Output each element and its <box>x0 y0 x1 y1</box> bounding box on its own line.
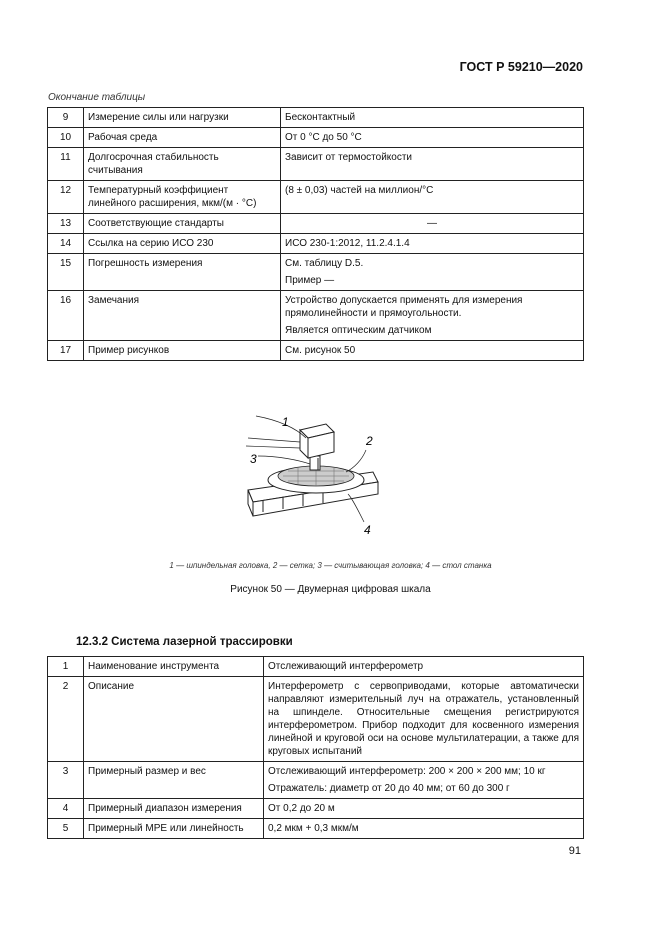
table-row <box>48 234 584 254</box>
row-number: 13 <box>48 214 84 234</box>
row-value <box>264 799 584 819</box>
row-value <box>281 341 584 361</box>
table-row <box>48 181 584 214</box>
value-line: Устройство допускается применять для измерения прямолинейности и прямоугольности. <box>285 295 523 319</box>
row-value <box>264 762 584 799</box>
value-line: Интерферометр с сервоприводами, которые автоматически направляют измерительный луч на отражатель, установленный на шпинделе. Относительные смещения регистрируются интерферометром. Прибор подходит для косвенного измерения линейной и круговой оси на основе мультилатерации, а также для круговых испытаний <box>268 681 579 757</box>
row-parameter: Ссылка на серию ИСО 230 <box>84 234 281 254</box>
figure-caption: Рисунок 50 — Двумерная цифровая шкала <box>230 584 431 595</box>
row-parameter: Пример рисунков <box>84 341 281 361</box>
figure-label-4: 4 <box>364 523 371 537</box>
row-number: 3 <box>48 762 84 799</box>
table-row <box>48 214 584 234</box>
row-number: 11 <box>48 148 84 181</box>
value-line: 0,2 мкм + 0,3 мкм/м <box>268 823 359 834</box>
row-parameter: Примерный размер и вес <box>84 762 264 799</box>
row-number: 14 <box>48 234 84 254</box>
value-line: Отслеживающий интерферометр: 200 × 200 × 200 мм; 10 кг <box>268 766 546 777</box>
figure-label-1: 1 <box>282 415 289 429</box>
table-row <box>48 677 584 762</box>
row-number: 4 <box>48 799 84 819</box>
row-number: 12 <box>48 181 84 214</box>
row-parameter: Соответствующие стандарты <box>84 214 281 234</box>
row-number: 1 <box>48 657 84 677</box>
table-row <box>48 128 584 148</box>
row-value <box>281 214 584 234</box>
row-parameter: Наименование инструмента <box>84 657 264 677</box>
table-row <box>48 799 584 819</box>
row-value <box>264 819 584 839</box>
value-line: Отслеживающий интерферометр <box>268 661 424 672</box>
row-parameter: Погрешность измерения <box>84 254 281 291</box>
row-parameter: Измерение силы или нагрузки <box>84 108 281 128</box>
value-line: См. таблицу D.5. <box>285 258 364 269</box>
spec-table-continued <box>47 107 584 361</box>
row-value <box>281 291 584 341</box>
table-row <box>48 762 584 799</box>
value-line: (8 ± 0,03) частей на миллион/°С <box>285 185 434 196</box>
table-row <box>48 819 584 839</box>
row-value <box>281 148 584 181</box>
figure-2d-digital-scale <box>228 398 448 548</box>
row-number: 2 <box>48 677 84 762</box>
value-line: От 0,2 до 20 м <box>268 803 335 814</box>
section-title: 12.3.2 Система лазерной трассировки <box>76 636 293 648</box>
row-parameter: Описание <box>84 677 264 762</box>
table-row <box>48 291 584 341</box>
row-value <box>281 128 584 148</box>
figure-legend: 1 — шпиндельная головка, 2 — сетка; 3 — считывающая головка; 4 — стол станка <box>169 561 492 570</box>
table-row <box>48 148 584 181</box>
row-number: 9 <box>48 108 84 128</box>
row-parameter: Рабочая среда <box>84 128 281 148</box>
value-line: Отражатель: диаметр от 20 до 40 мм; от 60 до 300 г <box>268 783 510 794</box>
value-line: Является оптическим датчиком <box>285 325 432 336</box>
row-value <box>264 677 584 762</box>
table-row <box>48 254 584 291</box>
row-number: 10 <box>48 128 84 148</box>
row-parameter: Замечания <box>84 291 281 341</box>
row-parameter: Примерный диапазон измерения <box>84 799 264 819</box>
row-parameter: Температурный коэффициент линейного расширения, мкм/(м · °С) <box>84 181 281 214</box>
value-line: ИСО 230-1:2012, 11.2.4.1.4 <box>285 238 410 249</box>
table-continuation-label: Окончание таблицы <box>48 92 146 103</box>
value-line: Зависит от термостойкости <box>285 152 413 163</box>
row-value <box>281 234 584 254</box>
row-parameter: Долгосрочная стабильность считывания <box>84 148 281 181</box>
figure-label-3: 3 <box>250 452 257 466</box>
row-number: 5 <box>48 819 84 839</box>
value-line: Бесконтактный <box>285 112 356 123</box>
table-row <box>48 108 584 128</box>
row-number: 17 <box>48 341 84 361</box>
row-value <box>281 254 584 291</box>
row-parameter: Примерный MPE или линейность <box>84 819 264 839</box>
value-line: От 0 °С до 50 °С <box>285 132 362 143</box>
figure-label-2: 2 <box>366 434 373 448</box>
row-number: 15 <box>48 254 84 291</box>
value-line: См. рисунок 50 <box>285 345 356 356</box>
value-line: — <box>427 218 437 229</box>
row-value <box>281 108 584 128</box>
row-value <box>264 657 584 677</box>
row-value <box>281 181 584 214</box>
table-row <box>48 657 584 677</box>
document-code: ГОСТ Р 59210—2020 <box>459 60 583 74</box>
laser-tracking-table <box>47 656 584 839</box>
page-number: 91 <box>568 845 581 857</box>
value-line: Пример — <box>285 275 335 286</box>
table-row <box>48 341 584 361</box>
row-number: 16 <box>48 291 84 341</box>
